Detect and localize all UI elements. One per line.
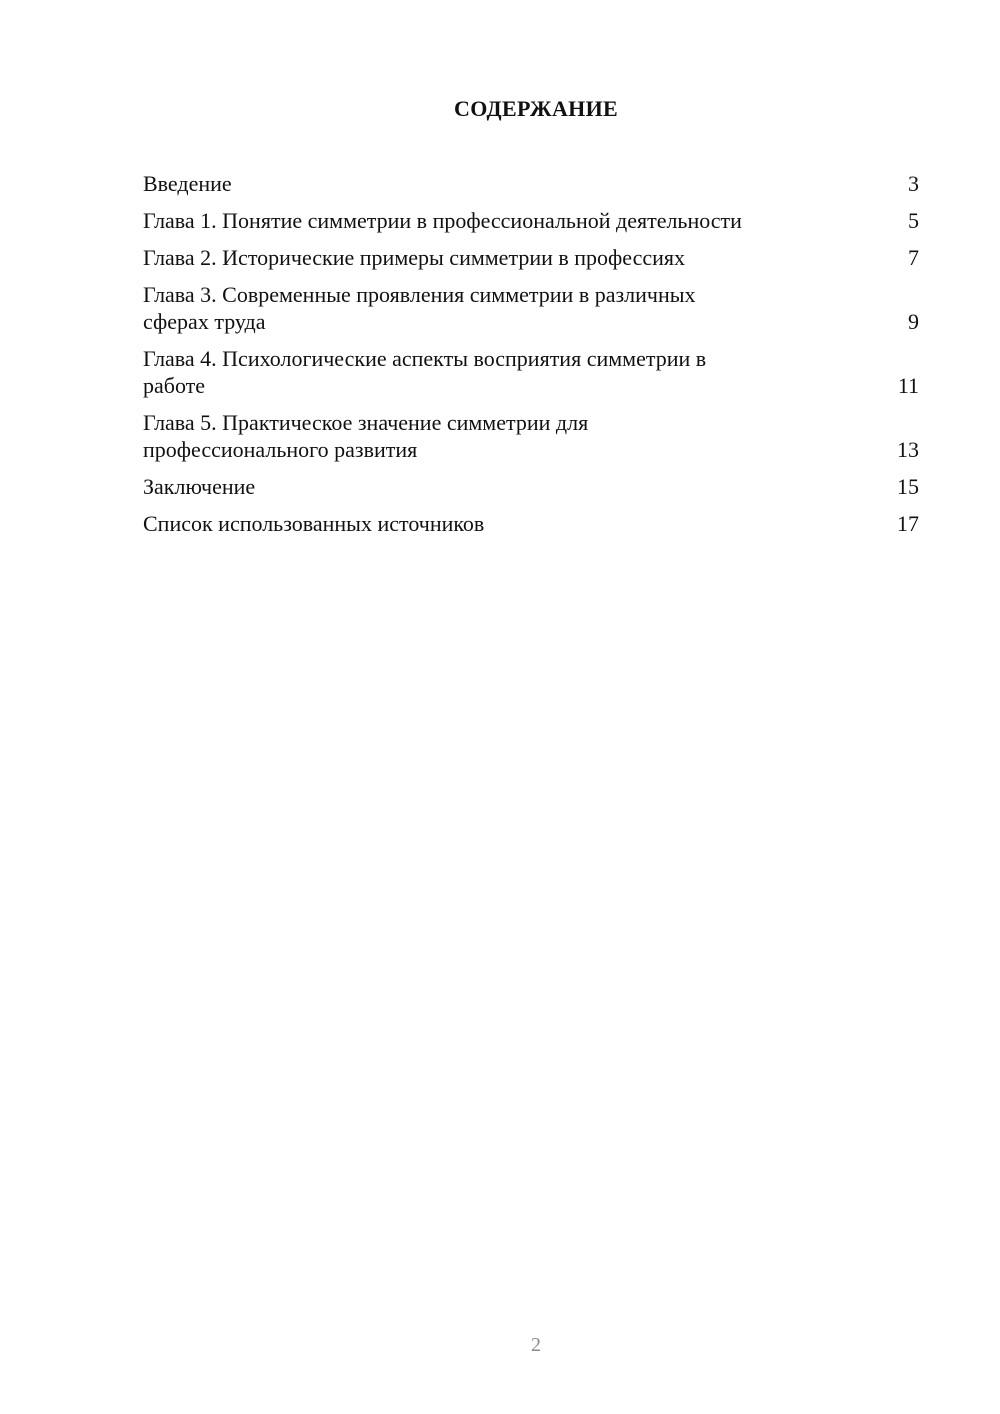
toc-item-page: 3 [908, 171, 919, 196]
toc-item-title: Глава 3. Современные проявления симметрии в различных сферах труда [143, 282, 696, 334]
page-number: 2 [531, 1334, 541, 1356]
toc-item-chapter-2 [143, 244, 919, 271]
toc-item-title: Заключение [143, 474, 256, 499]
table-of-contents [143, 170, 919, 547]
page-title: СОДЕРЖАНИЕ [454, 96, 618, 121]
toc-item-title: Глава 1. Понятие симметрии в профессиональной деятельности [143, 208, 742, 233]
toc-item-page: 13 [897, 437, 919, 462]
toc-item-references [143, 510, 919, 537]
toc-item-title: Глава 4. Психологические аспекты восприятия симметрии в работе [143, 346, 707, 398]
toc-item-chapter-4 [143, 345, 919, 399]
toc-item-page: 15 [897, 474, 919, 499]
toc-item-page: 11 [897, 373, 919, 398]
toc-item-title: Глава 2. Исторические примеры симметрии в профессиях [143, 245, 686, 270]
toc-item-chapter-1 [143, 207, 919, 234]
toc-item-title: Глава 5. Практическое значение симметрии для профессионального развития [143, 410, 589, 462]
toc-item-page: 7 [908, 245, 919, 270]
toc-item-page: 5 [908, 208, 919, 233]
toc-item-title: Список использованных источников [143, 511, 485, 536]
toc-item-chapter-3 [143, 281, 919, 335]
toc-item-introduction [143, 170, 919, 197]
toc-item-page: 9 [908, 309, 919, 334]
toc-item-conclusion [143, 473, 919, 500]
toc-item-page: 17 [897, 511, 919, 536]
toc-item-title: Введение [143, 171, 232, 196]
toc-item-chapter-5 [143, 409, 919, 463]
